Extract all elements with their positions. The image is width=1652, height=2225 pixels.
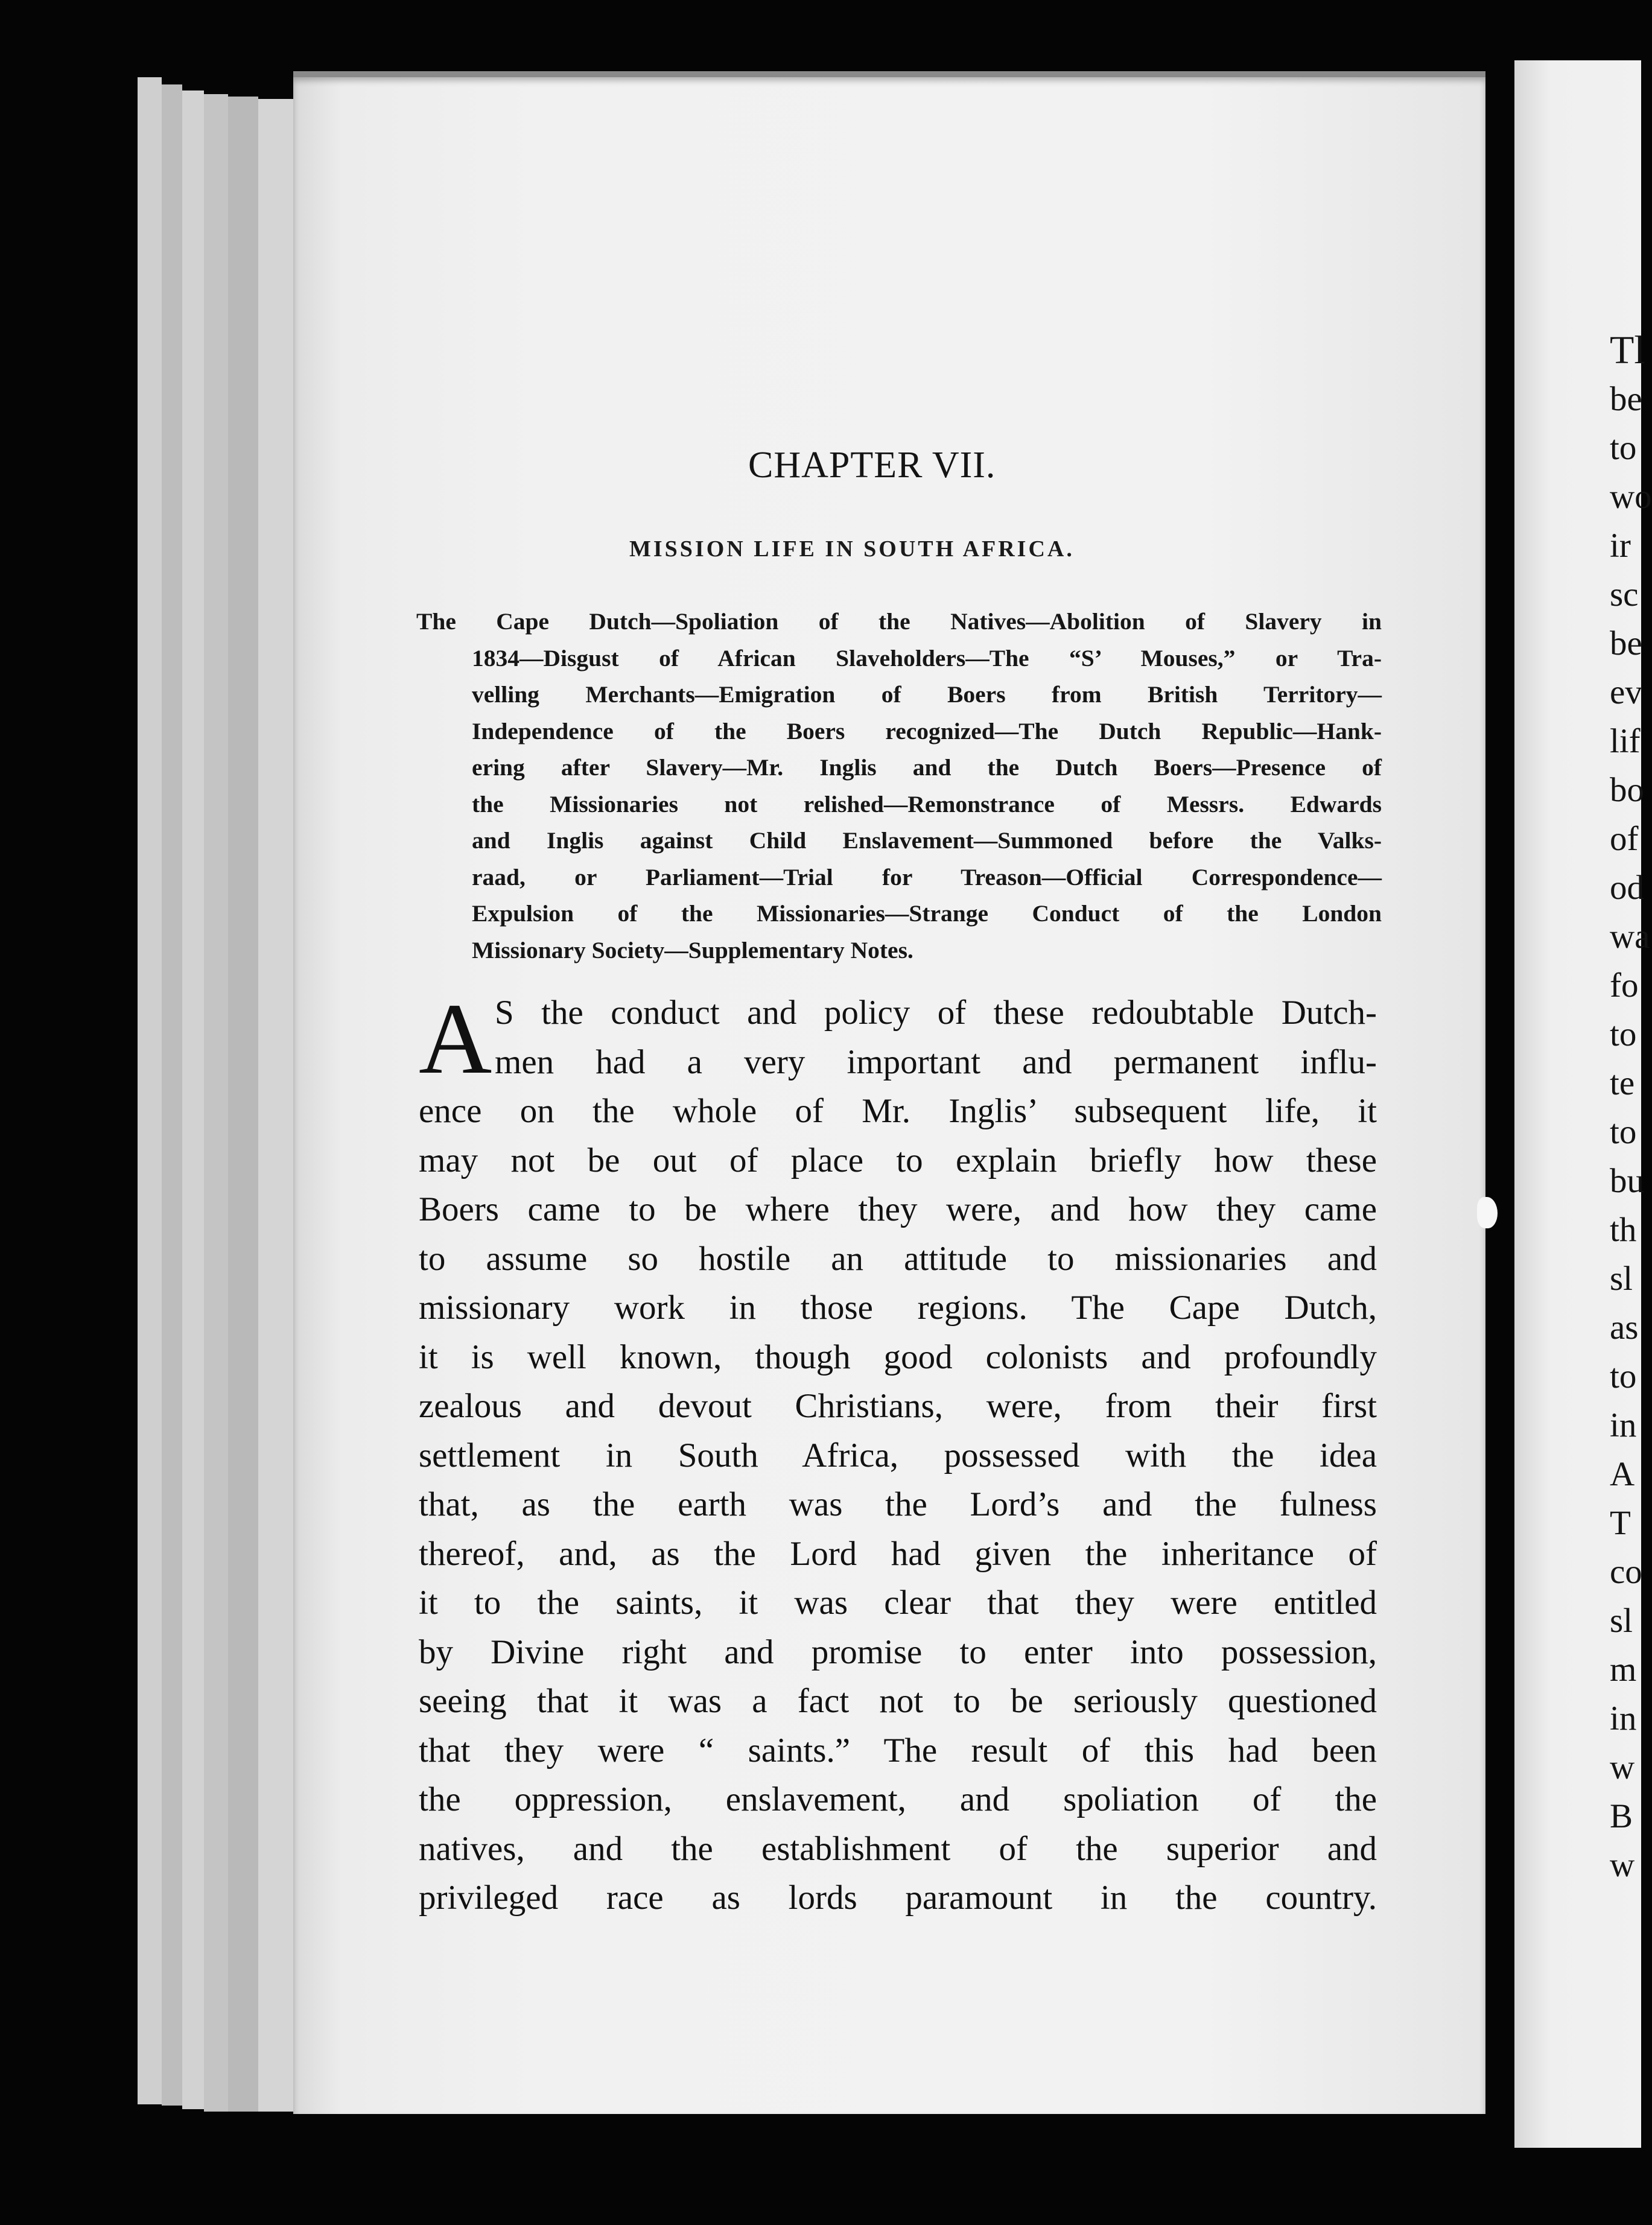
- facing-line-fragment: sc: [1610, 576, 1639, 614]
- facing-line-fragment: of: [1610, 820, 1639, 858]
- body-line: privileged race as lords paramount in the country.: [419, 1879, 1377, 1917]
- body-line: to assume so hostile an attitude to missionaries and: [419, 1239, 1377, 1278]
- chapter-subtitle: MISSION LIFE IN SOUTH AFRICA.: [629, 536, 1075, 562]
- facing-line-fragment: wa: [1610, 918, 1650, 956]
- synopsis-line: and Inglis against Child Enslavement—Summoned before the Valks-: [472, 827, 1382, 854]
- facing-line-fragment: co: [1610, 1553, 1642, 1591]
- synopsis-line: ering after Slavery—Mr. Inglis and the Dutch Boers—Presence of: [472, 754, 1382, 781]
- facing-line-fragment: be: [1610, 380, 1642, 418]
- page-edge: [204, 94, 228, 2112]
- facing-line-fragment: sl: [1610, 1602, 1633, 1640]
- body-line: Boers came to be where they were, and how they came: [419, 1190, 1377, 1228]
- facing-page-text: [1610, 326, 1652, 1890]
- facing-line-fragment: lif: [1610, 722, 1641, 760]
- facing-line-fragment: B: [1610, 1797, 1633, 1835]
- facing-line-fragment: wo: [1610, 478, 1652, 516]
- body-line: seeing that it was a fact not to be seriously questioned: [419, 1682, 1377, 1720]
- page-edge: [162, 84, 182, 2106]
- synopsis-line: raad, or Parliament—Trial for Treason—Official Correspondence—: [472, 863, 1382, 890]
- body-line: S the conduct and policy of these redoubtable Dutch-: [495, 994, 1377, 1032]
- facing-line-fragment: Tl: [1610, 328, 1645, 372]
- body-line: missionary work in those regions. The Cape Dutch,: [419, 1289, 1377, 1327]
- facing-line-fragment: sl: [1610, 1260, 1633, 1298]
- facing-line-fragment: to: [1610, 1113, 1637, 1151]
- synopsis-line: 1834—Disgust of African Slaveholders—The “S’ Mouses,” or Tra-: [472, 644, 1382, 671]
- facing-line-fragment: th: [1610, 1211, 1637, 1249]
- body-line: settlement in South Africa, possessed with the idea: [419, 1436, 1377, 1474]
- facing-line-fragment: in: [1610, 1406, 1637, 1444]
- facing-line-fragment: T: [1610, 1504, 1631, 1542]
- body-line: thereof, and, as the Lord had given the inheritance of: [419, 1534, 1377, 1573]
- body-line: may not be out of place to explain briefly how these: [419, 1141, 1377, 1179]
- drop-cap: A: [419, 983, 492, 1095]
- body-line: that, as the earth was the Lord’s and the fulness: [419, 1485, 1377, 1523]
- facing-line-fragment: be: [1610, 624, 1642, 662]
- facing-line-fragment: as: [1610, 1309, 1639, 1347]
- facing-line-fragment: ir: [1610, 527, 1631, 565]
- facing-line-fragment: to: [1610, 429, 1637, 467]
- page-edge: [138, 77, 162, 2104]
- body-line: by Divine right and promise to enter into possession,: [419, 1633, 1377, 1671]
- body-line: zealous and devout Christians, were, from their first: [419, 1387, 1377, 1425]
- body-line: it to the saints, it was clear that they were entitled: [419, 1584, 1377, 1622]
- facing-line-fragment: bo: [1610, 771, 1644, 809]
- facing-line-fragment: ev: [1610, 673, 1642, 711]
- facing-line-fragment: w: [1610, 1846, 1635, 1884]
- facing-line-fragment: w: [1610, 1748, 1635, 1786]
- facing-line-fragment: od: [1610, 869, 1644, 907]
- synopsis-line: velling Merchants—Emigration of Boers from British Territory—: [472, 681, 1382, 708]
- facing-line-fragment: fo: [1610, 966, 1639, 1005]
- synopsis-line: Expulsion of the Missionaries—Strange Conduct of the London: [472, 900, 1382, 927]
- synopsis-line: Missionary Society—Supplementary Notes.: [472, 936, 913, 963]
- body-line: it is well known, though good colonists and profoundly: [419, 1338, 1377, 1376]
- facing-line-fragment: to: [1610, 1357, 1637, 1395]
- paper-blemish: [1477, 1197, 1498, 1228]
- facing-line-fragment: to: [1610, 1015, 1637, 1053]
- facing-line-fragment: m: [1610, 1651, 1637, 1689]
- facing-line-fragment: in: [1610, 1700, 1637, 1738]
- page-edge: [258, 99, 293, 2112]
- body-line: ence on the whole of Mr. Inglis’ subsequent life, it: [419, 1092, 1377, 1130]
- facing-line-fragment: te: [1610, 1064, 1635, 1102]
- chapter-heading: CHAPTER VII.: [748, 445, 996, 486]
- body-line: that they were “ saints.” The result of this had been: [419, 1731, 1377, 1770]
- page-edge: [228, 97, 258, 2112]
- facing-line-fragment: A: [1610, 1455, 1635, 1493]
- synopsis-line: the Missionaries not relished—Remonstrance of Messrs. Edwards: [472, 790, 1382, 817]
- body-line: men had a very important and permanent influ-: [495, 1043, 1377, 1081]
- facing-line-fragment: bu: [1610, 1162, 1644, 1200]
- synopsis-line: Independence of the Boers recognized—The Dutch Republic—Hank-: [472, 717, 1382, 744]
- page-edge: [182, 90, 204, 2109]
- body-paragraph: [419, 983, 1377, 1923]
- body-line: natives, and the establishment of the superior and: [419, 1829, 1377, 1868]
- body-line: the oppression, enslavement, and spoliation of the: [419, 1780, 1377, 1818]
- chapter-synopsis: [416, 603, 1382, 968]
- synopsis-line: The Cape Dutch—Spoliation of the Natives—Abolition of Slavery in: [416, 608, 1382, 635]
